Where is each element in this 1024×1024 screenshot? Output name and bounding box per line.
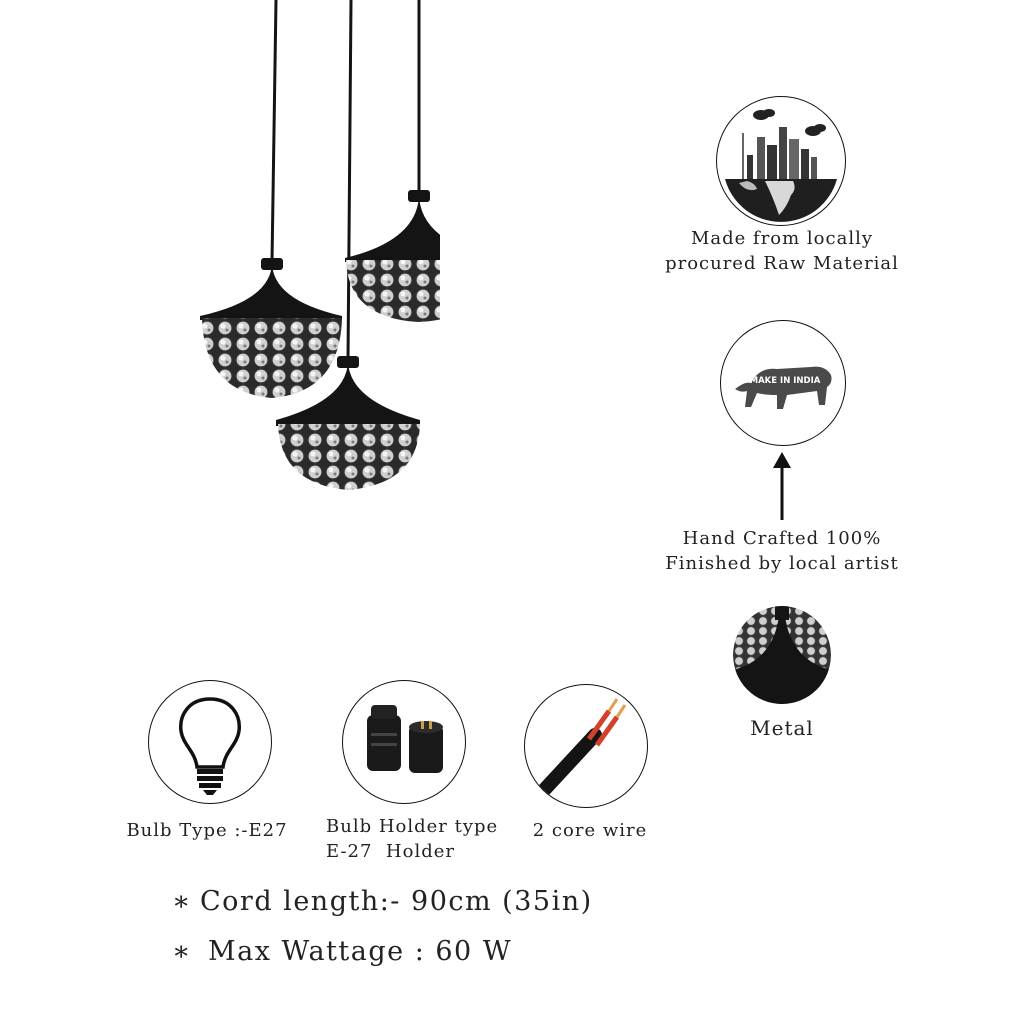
- lion-logo-icon: [721, 321, 845, 445]
- max-wattage-text: Max Wattage : 60 W: [208, 936, 513, 967]
- city-globe-icon: [717, 97, 845, 225]
- metal-badge: [733, 606, 831, 704]
- pendant-lamp-left: [200, 258, 342, 398]
- wire-badge: [524, 684, 648, 808]
- make-in-india-logo-text: MAKE IN INDIA: [749, 376, 821, 386]
- local-material-badge: [716, 96, 846, 226]
- metal-label: Metal: [750, 716, 814, 740]
- bullet-star-icon: ∗: [172, 886, 192, 917]
- cord-length-text: Cord length:- 90cm (35in): [200, 886, 593, 917]
- wire-line1: 2 core wire: [532, 820, 648, 841]
- metal-lamp-icon: [733, 606, 831, 704]
- local-material-line1: Made from locally: [690, 228, 874, 249]
- bulb-type-label: [112, 818, 302, 843]
- bulb-holder-label: [318, 814, 508, 864]
- cord-length-spec: [172, 886, 593, 917]
- pendant-lamp-right: [345, 190, 440, 322]
- handcrafted-text: [640, 526, 924, 576]
- bulb-holder-icon: [343, 681, 465, 803]
- wire-icon: [525, 685, 647, 807]
- local-material-text: [640, 226, 924, 276]
- handcrafted-line2: Finished by local artist: [665, 553, 899, 574]
- bulb-type-line1: Bulb Type :-E27: [126, 820, 288, 841]
- handcrafted-line1: Hand Crafted 100%: [682, 528, 882, 549]
- arrow-up-icon: [771, 452, 793, 522]
- bulb-icon: [149, 681, 271, 803]
- bulb-holder-badge: [342, 680, 466, 804]
- bulb-holder-line2: E-27 Holder: [326, 841, 455, 862]
- pendant-lamp-image: [180, 0, 440, 500]
- make-in-india-badge: [720, 320, 846, 446]
- max-wattage-spec: [172, 936, 512, 967]
- local-material-line2: procured Raw Material: [665, 253, 899, 274]
- bulb-holder-line1: Bulb Holder type: [326, 816, 499, 837]
- wire-label: [500, 818, 680, 843]
- bulb-badge: [148, 680, 272, 804]
- bullet-star-icon: ∗: [172, 936, 192, 967]
